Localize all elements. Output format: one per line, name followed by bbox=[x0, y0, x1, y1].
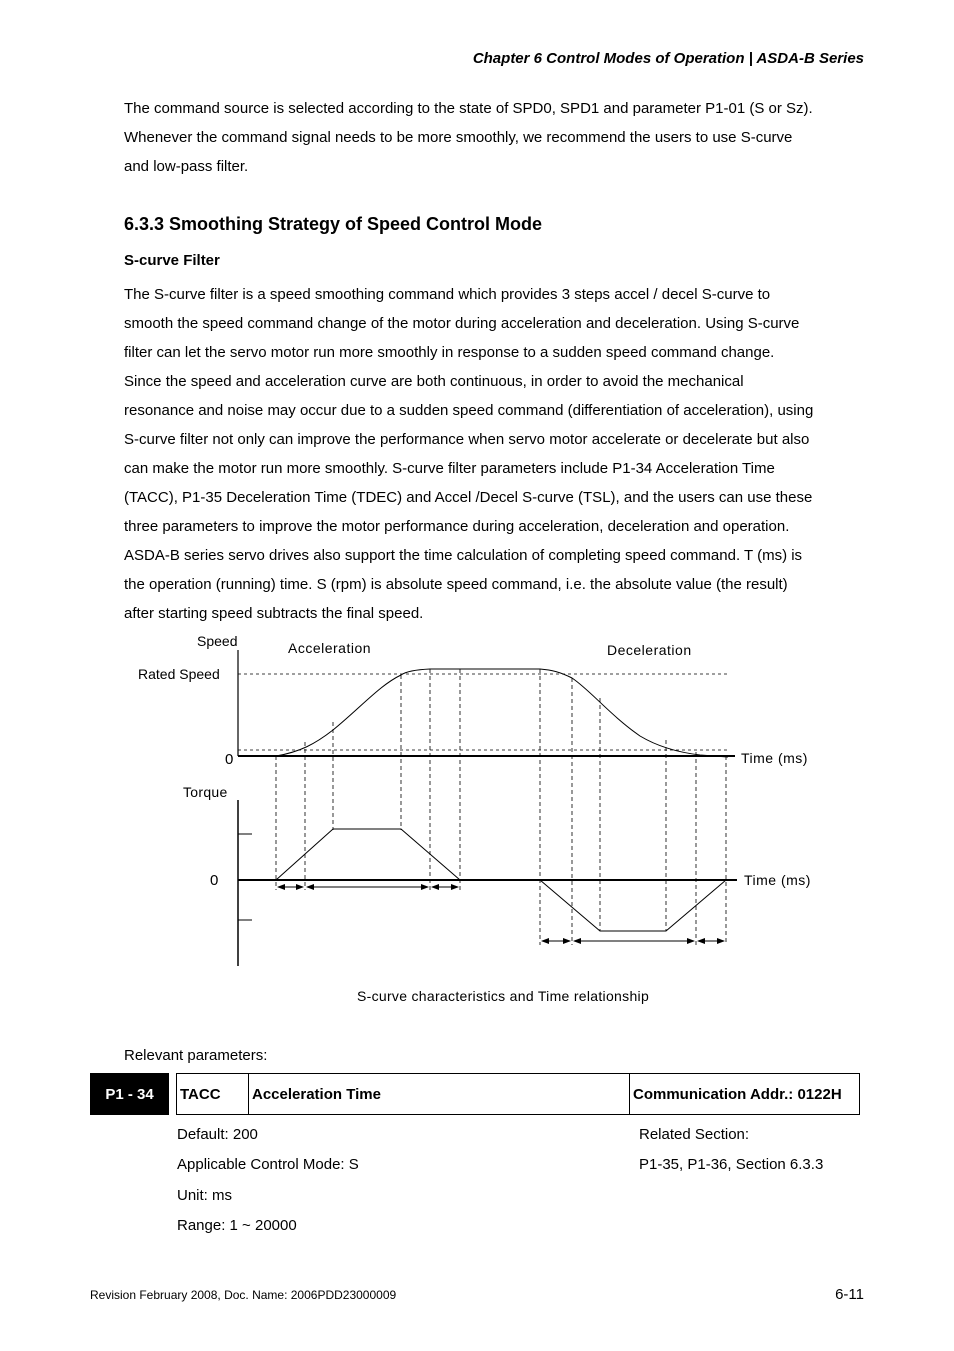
parameter-code-badge: P1 - 34 bbox=[90, 1073, 169, 1115]
rated-speed-label: Rated Speed bbox=[138, 666, 220, 682]
related-section-label: Related Section: bbox=[639, 1126, 750, 1143]
diagram-caption: S-curve characteristics and Time relationship bbox=[356, 988, 650, 1004]
footer-revision: Revision February 2008, Doc. Name: 2006PDD23000009 bbox=[90, 1288, 397, 1302]
acceleration-label: Acceleration bbox=[288, 640, 372, 656]
parameter-range: Range: 1 ~ 20000 bbox=[177, 1217, 297, 1234]
time-guides bbox=[276, 669, 726, 945]
intro-line: The command source is selected according to the state of SPD0, SPD1 and parameter P1-01 (S or Sz). bbox=[124, 100, 813, 117]
scurve-line: S-curve filter not only can improve the performance when servo motor accelerate or decelerate but also bbox=[124, 431, 810, 448]
intro-line: and low-pass filter. bbox=[124, 158, 249, 175]
torque-zero-label: 0 bbox=[210, 872, 219, 889]
speed-axis-label: Speed bbox=[197, 633, 238, 649]
scurve-line: resonance and noise may occur due to a sudden speed command (differentiation of acceleration), using bbox=[124, 402, 814, 419]
parameter-mode: Applicable Control Mode: S bbox=[177, 1156, 359, 1173]
scurve-line: three parameters to improve the motor performance during acceleration, deceleration and operation. bbox=[124, 518, 790, 535]
speed-s-curve bbox=[276, 669, 728, 757]
scurve-line: ASDA-B series servo drives also support the time calculation of completing speed command. T (ms) is bbox=[124, 547, 803, 564]
scurve-paragraph bbox=[124, 280, 869, 628]
scurve-subheading: S-curve Filter bbox=[124, 252, 220, 269]
relevant-parameters-label: Relevant parameters: bbox=[124, 1047, 268, 1064]
parameter-table bbox=[176, 1073, 860, 1115]
page-number: 6-11 bbox=[835, 1286, 864, 1303]
related-section-value: P1-35, P1-36, Section 6.3.3 bbox=[639, 1156, 824, 1173]
deceleration-label: Deceleration bbox=[607, 642, 692, 658]
acceleration-torque-trapezoid bbox=[276, 829, 460, 880]
parameter-unit: Unit: ms bbox=[177, 1187, 233, 1204]
intro-line: Whenever the command signal needs to be more smoothly, we recommend the users to use S-curve bbox=[124, 129, 793, 146]
scurve-line: The S-curve filter is a speed smoothing command which provides 3 steps accel / decel S-curve to bbox=[124, 286, 771, 303]
scurve-line: the operation (running) time. S (rpm) is absolute speed command, i.e. the absolute value (the result) bbox=[124, 576, 788, 593]
speed-zero-label: 0 bbox=[225, 751, 234, 768]
parameter-default: Default: 200 bbox=[177, 1126, 258, 1143]
intro-paragraph bbox=[124, 94, 869, 181]
scurve-line: after starting speed subtracts the final speed. bbox=[124, 605, 424, 622]
scurve-line: filter can let the servo motor run more smoothly in response to a sudden speed command change. bbox=[124, 344, 775, 361]
scurve-diagram bbox=[130, 628, 830, 973]
section-heading: 6.3.3 Smoothing Strategy of Speed Control Mode bbox=[124, 214, 543, 234]
scurve-line: can make the motor run more smoothly. S-curve filter parameters include P1-34 Acceleration Time bbox=[124, 460, 775, 477]
interval-arrows bbox=[278, 887, 724, 941]
scurve-line: Since the speed and acceleration curve are both continuous, in order to avoid the mechanical bbox=[124, 373, 744, 390]
deceleration-torque-trapezoid bbox=[540, 880, 726, 931]
parameter-symbol: TACC bbox=[177, 1074, 249, 1114]
scurve-line: smooth the speed command change of the motor during acceleration and deceleration. Using S-curve bbox=[124, 315, 800, 332]
scurve-line: (TACC), P1-35 Deceleration Time (TDEC) and Accel /Decel S-curve (TSL), and the users can use these bbox=[124, 489, 813, 506]
chapter-header: Chapter 6 Control Modes of Operation | ASDA-B Series bbox=[472, 50, 864, 67]
torque-time-axis-label: Time (ms) bbox=[744, 872, 811, 888]
parameter-name: Acceleration Time bbox=[249, 1074, 630, 1114]
parameter-address: Communication Addr.: 0122H bbox=[633, 1085, 842, 1103]
speed-time-axis-label: Time (ms) bbox=[741, 750, 808, 766]
torque-axis-label: Torque bbox=[183, 784, 228, 800]
